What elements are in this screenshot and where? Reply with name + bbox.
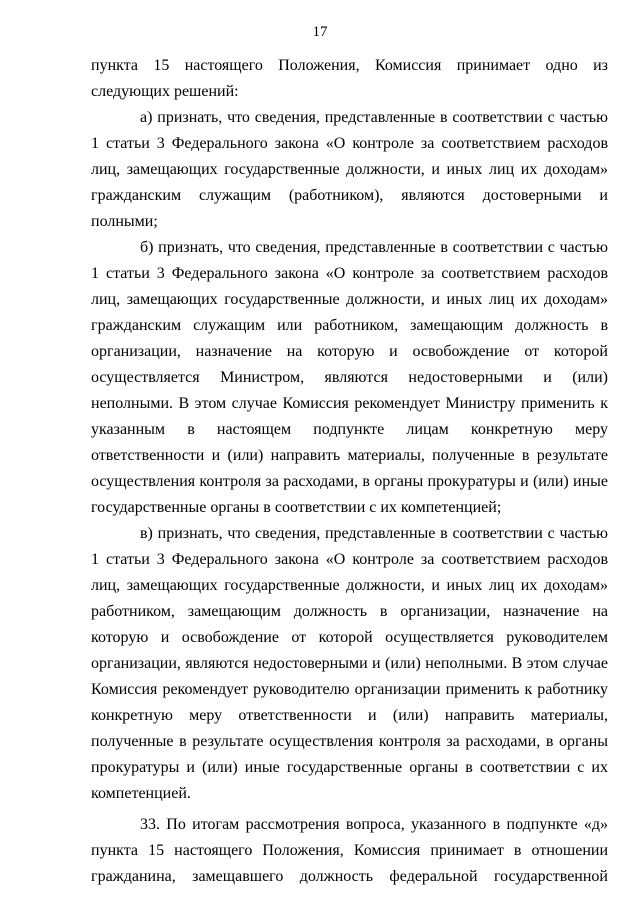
paragraph-intro: пункта 15 настоящего Положения, Комиссия принимает одно из следующих решений: xyxy=(91,57,608,100)
page-number: 17 xyxy=(312,24,328,40)
paragraph-item-a: а) признать, что сведения, представленные в соответствии с частью 1 статьи 3 Федерального закона «О контроле за соответствием расходов лиц, замещающих государственные должности, и иных лиц их доходам» гражданским служащим (работником), являются достоверными и полными; xyxy=(91,109,608,230)
paragraph-item-b: б) признать, что сведения, представленные в соответствии с частью 1 статьи 3 Федерального закона «О контроле за соответствием расходов лиц, замещающих государственные должности, и иных лиц их доходам» гражданским служащим или работником, замещающим должность в организации, назначение на которую и освобождение от которой осуществляется Министром, являются недостоверными и (или) неполными. В этом случае Комиссия рекомендует Министру применить к указанным в настоящем подпункте лицам конкретную меру ответственности и (или) направить материалы, полученные в результате осуществления контроля за расходами, в органы прокуратуры и (или) иные государственные органы в соответствии с их компетенцией; xyxy=(91,239,608,516)
paragraph-item-33: 33. По итогам рассмотрения вопроса, указанного в подпункте «д» пункта 15 настоящего Положения, Комиссия принимает в отношении гражданина, замещавшего должность федеральной государственной xyxy=(91,816,608,885)
document-body xyxy=(91,53,608,890)
paragraph-item-v: в) признать, что сведения, представленные в соответствии с частью 1 статьи 3 Федерального закона «О контроле за соответствием расходов лиц, замещающих государственные должности, и иных лиц их доходам» работником, замещающим должность в организации, назначение на которую и освобождение от которой осуществляется руководителем организации, являются недостоверными и (или) неполными. В этом случае Комиссия рекомендует руководителю организации применить к работнику конкретную меру ответственности и (или) направить материалы, полученные в результате осуществления контроля за расходами, в органы прокуратуры и (или) иные государственные органы в соответствии с их компетенцией. xyxy=(91,525,608,802)
